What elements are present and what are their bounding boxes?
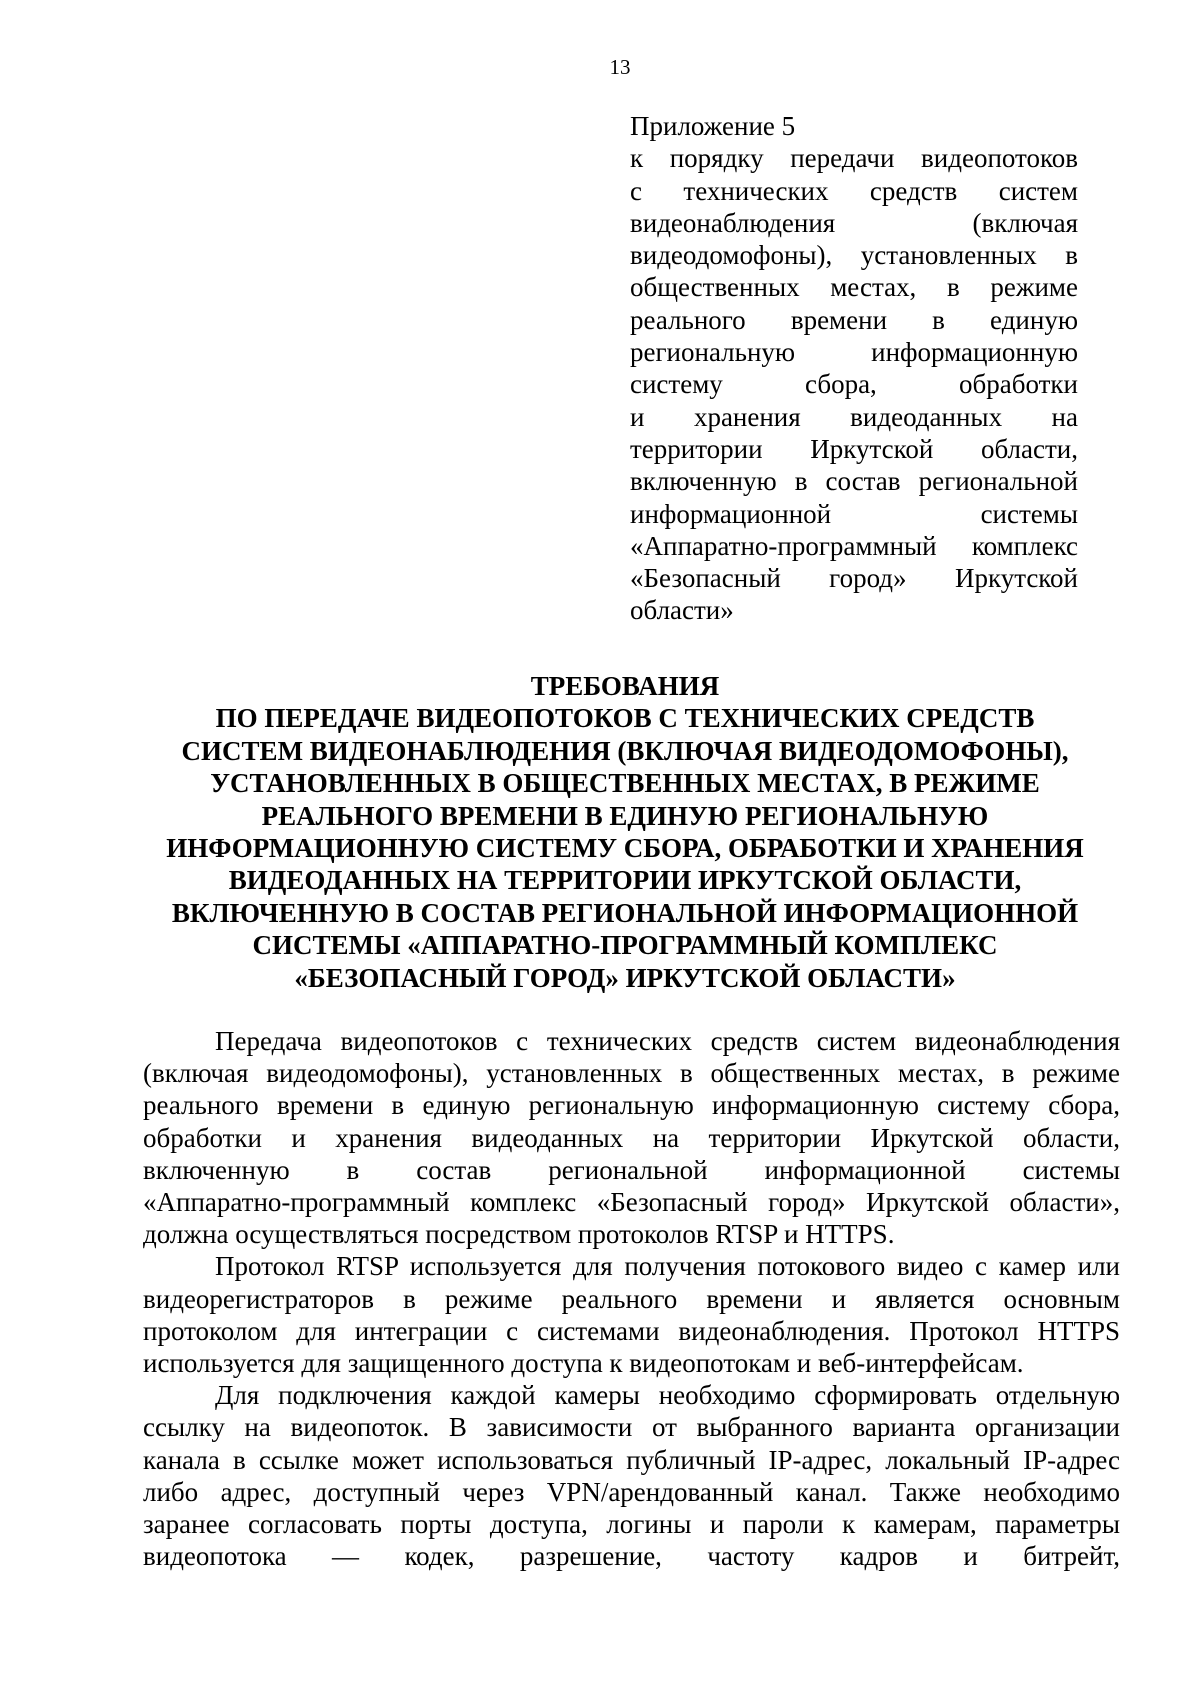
paragraph-line: используется для защищенного доступа к видеопотокам и веб-интерфейсам. — [143, 1348, 1024, 1379]
paragraph-line: видеопотока — кодек, разрешение, частоту кадров и битрейт, — [143, 1541, 1120, 1572]
heading-line: ПО ПЕРЕДАЧЕ ВИДЕОПОТОКОВ С ТЕХНИЧЕСКИХ СРЕДСТВ — [215, 703, 1035, 734]
appendix-line: видеонаблюдения (включая — [630, 207, 1078, 238]
appendix-block — [630, 110, 1078, 627]
paragraph-line: заранее согласовать порты доступа, логины и пароли к камерам, параметры — [143, 1509, 1120, 1540]
paragraph-line: видеорегистраторов в режиме реального времени и является основным — [143, 1283, 1120, 1314]
paragraph — [143, 1250, 1120, 1379]
appendix-line: с технических средств систем — [630, 175, 1078, 206]
appendix-line: «Безопасный город» Иркутской — [630, 563, 1078, 594]
paragraph-line: (включая видеодомофоны), установленных в общественных местах, в режиме — [143, 1058, 1120, 1089]
appendix-line: «Аппаратно-программный комплекс — [630, 530, 1078, 561]
page-number: 13 — [609, 55, 631, 79]
paragraph-line: протоколом для интеграции с системами видеонаблюдения. Протокол HTTPS — [143, 1315, 1120, 1346]
paragraph-line: ссылку на видеопоток. В зависимости от выбранного варианта организации — [143, 1412, 1120, 1443]
appendix-line: видеодомофоны), установленных в — [630, 240, 1078, 271]
appendix-line: общественных местах, в режиме — [630, 272, 1078, 303]
appendix-line: территории Иркутской области, — [630, 433, 1078, 464]
appendix-line: информационной системы — [630, 498, 1078, 529]
paragraph-line: должна осуществляться посредством протоколов RTSP и HTTPS. — [143, 1219, 895, 1250]
heading-line: РЕАЛЬНОГО ВРЕМЕНИ В ЕДИНУЮ РЕГИОНАЛЬНУЮ — [261, 800, 989, 831]
paragraph-line: канала в ссылке может использоваться публичный IP-адрес, локальный IP-адрес — [143, 1444, 1120, 1475]
appendix-line: области» — [630, 595, 734, 626]
heading-line: ИНФОРМАЦИОННУЮ СИСТЕМУ СБОРА, ОБРАБОТКИ И ХРАНЕНИЯ — [166, 833, 1084, 864]
body-text — [143, 1025, 1120, 1572]
heading-line: ТРЕБОВАНИЯ — [530, 671, 720, 701]
appendix-line: систему сбора, обработки — [630, 369, 1078, 400]
heading-line: «БЕЗОПАСНЫЙ ГОРОД» ИРКУТСКОЙ ОБЛАСТИ» — [294, 962, 956, 993]
paragraph-line: обработки и хранения видеоданных на территории Иркутской области, — [143, 1122, 1120, 1153]
appendix-line: к порядку передачи видеопотоков — [630, 143, 1078, 174]
heading-line: ВКЛЮЧЕННУЮ В СОСТАВ РЕГИОНАЛЬНОЙ ИНФОРМАЦИОННОЙ — [171, 897, 1079, 928]
heading-line: ВИДЕОДАННЫХ НА ТЕРРИТОРИИ ИРКУТСКОЙ ОБЛАСТИ, — [228, 865, 1022, 896]
paragraph-line: включенную в состав региональной информационной системы — [143, 1154, 1120, 1185]
appendix-line: региональную информационную — [630, 337, 1078, 368]
paragraph — [143, 1379, 1120, 1572]
paragraph-line: Передача видеопотоков с технических средств систем видеонаблюдения — [215, 1026, 1120, 1056]
heading-line: СИСТЕМЫ «АППАРАТНО-ПРОГРАММНЫЙ КОМПЛЕКС — [252, 930, 998, 961]
paragraph — [143, 1025, 1120, 1250]
heading-line: СИСТЕМ ВИДЕОНАБЛЮДЕНИЯ (ВКЛЮЧАЯ ВИДЕОДОМОФОНЫ), — [181, 735, 1069, 766]
paragraph-line: Для подключения каждой камеры необходимо сформировать отдельную — [215, 1380, 1120, 1411]
appendix-line: включенную в состав региональной — [630, 466, 1078, 497]
paragraph-line: Протокол RTSP используется для получения потокового видео с камер или — [215, 1251, 1120, 1282]
appendix-line: реального времени в единую — [630, 304, 1078, 335]
document-heading — [130, 670, 1120, 994]
paragraph-line: «Аппаратно-программный комплекс «Безопасный город» Иркутской области», — [143, 1187, 1120, 1218]
appendix-line: и хранения видеоданных на — [630, 401, 1078, 432]
appendix-title: Приложение 5 — [630, 111, 796, 141]
heading-line: УСТАНОВЛЕННЫХ В ОБЩЕСТВЕННЫХ МЕСТАХ, В РЕЖИМЕ — [210, 768, 1040, 799]
paragraph-line: реального времени в единую региональную информационную систему сбора, — [143, 1090, 1120, 1121]
paragraph-line: либо адрес, доступный через VPN/арендованный канал. Также необходимо — [143, 1476, 1120, 1507]
